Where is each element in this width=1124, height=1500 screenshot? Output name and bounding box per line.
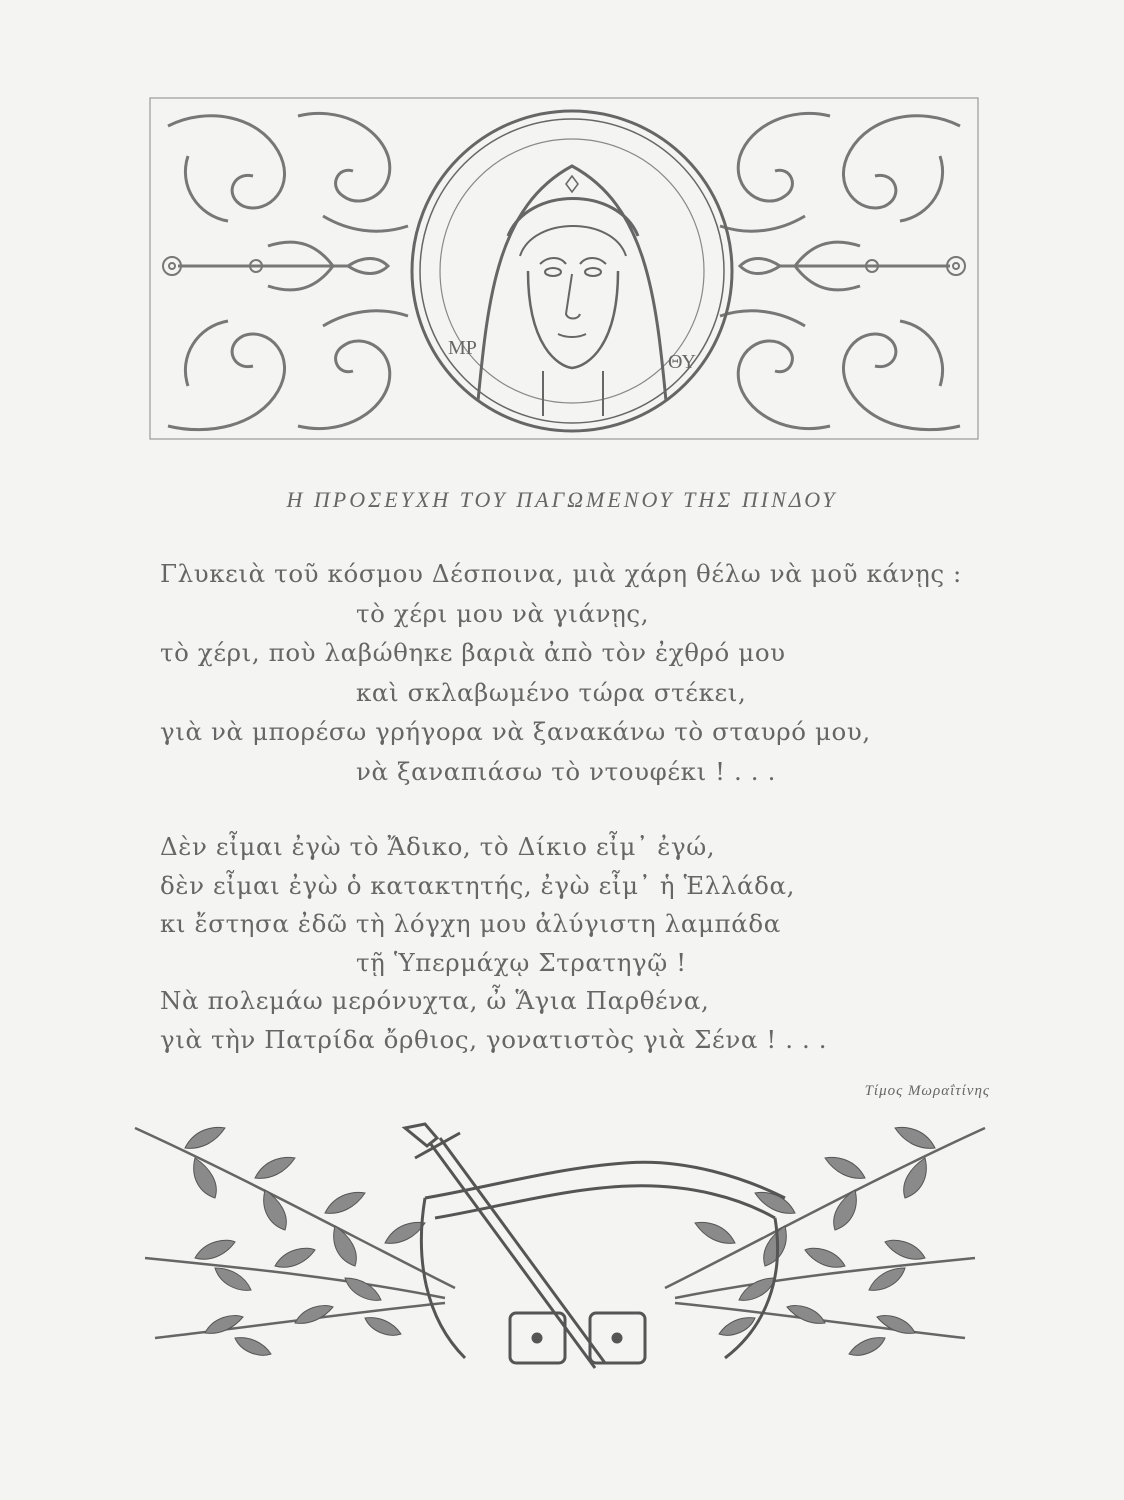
- poem-line: γιὰ τὴν Πατρίδα ὄρθιος, γονατιστὸς γιὰ Σένα ! . . .: [160, 1024, 828, 1054]
- poem-line: νὰ ξαναπιάσω τὸ ντουφέκι ! . . .: [356, 756, 776, 786]
- poem-line: γιὰ νὰ μπορέσω γρήγορα νὰ ξανακάνω τὸ σταυρό μου,: [160, 717, 871, 746]
- poem-stanza-2: [160, 828, 1060, 1059]
- icon-monogram-right: ΘΥ: [668, 351, 696, 373]
- header-ornament: [148, 96, 980, 441]
- footer-ornament: [125, 1118, 995, 1380]
- poem-line: τῇ Ὑπερμάχῳ Στρατηγῷ !: [356, 947, 687, 977]
- poem-line: δὲν εἶμαι ἐγὼ ὁ κατακτητής, ἐγὼ εἶμ᾽ ἡ Ἑλλάδα,: [160, 870, 796, 900]
- theotokos-icon: [412, 111, 732, 431]
- right-scroll-ornament: [720, 113, 960, 429]
- poem-line: Γλυκειὰ τοῦ κόσμου Δέσποινα, μιὰ χάρη θέλω νὰ μοῦ κάνῃς :: [160, 559, 962, 588]
- poem-line: κι ἔστησα ἐδῶ τὴ λόγχη μου ἀλύγιστη λαμπάδα: [160, 909, 781, 938]
- poem-line: καὶ σκλαβωμένο τώρα στέκει,: [356, 677, 747, 707]
- poem-stanza-1: [160, 554, 1060, 791]
- poem-line: τὸ χέρι μου νὰ γιάνῃς,: [356, 598, 650, 628]
- poem-line: τὸ χέρι, ποὺ λαβώθηκε βαριὰ ἀπὸ τὸν ἐχθρό μου: [160, 638, 786, 667]
- poem-line: Δὲν εἶμαι ἐγὼ τὸ Ἄδικο, τὸ Δίκιο εἶμ᾽ ἐγώ,: [160, 832, 716, 861]
- author-signature: Τίμος Μωραΐτίνης: [864, 1083, 990, 1099]
- left-scroll-ornament: [168, 113, 408, 429]
- bayonet-icon: [405, 1124, 605, 1368]
- laurel-leaves-left: [185, 1127, 425, 1355]
- poem-line: Νὰ πολεμάω μερόνυχτα, ὦ Ἅγια Παρθένα,: [160, 986, 710, 1015]
- laurel-leaves-right: [695, 1127, 935, 1355]
- icon-monogram-left: ΜΡ: [448, 337, 477, 359]
- poem-title: Η ΠΡΟΣΕΥΧΗ ΤΟΥ ΠΑΓΩΜΕΝΟΥ ΤΗΣ ΠΙΝΔΟΥ: [286, 487, 838, 512]
